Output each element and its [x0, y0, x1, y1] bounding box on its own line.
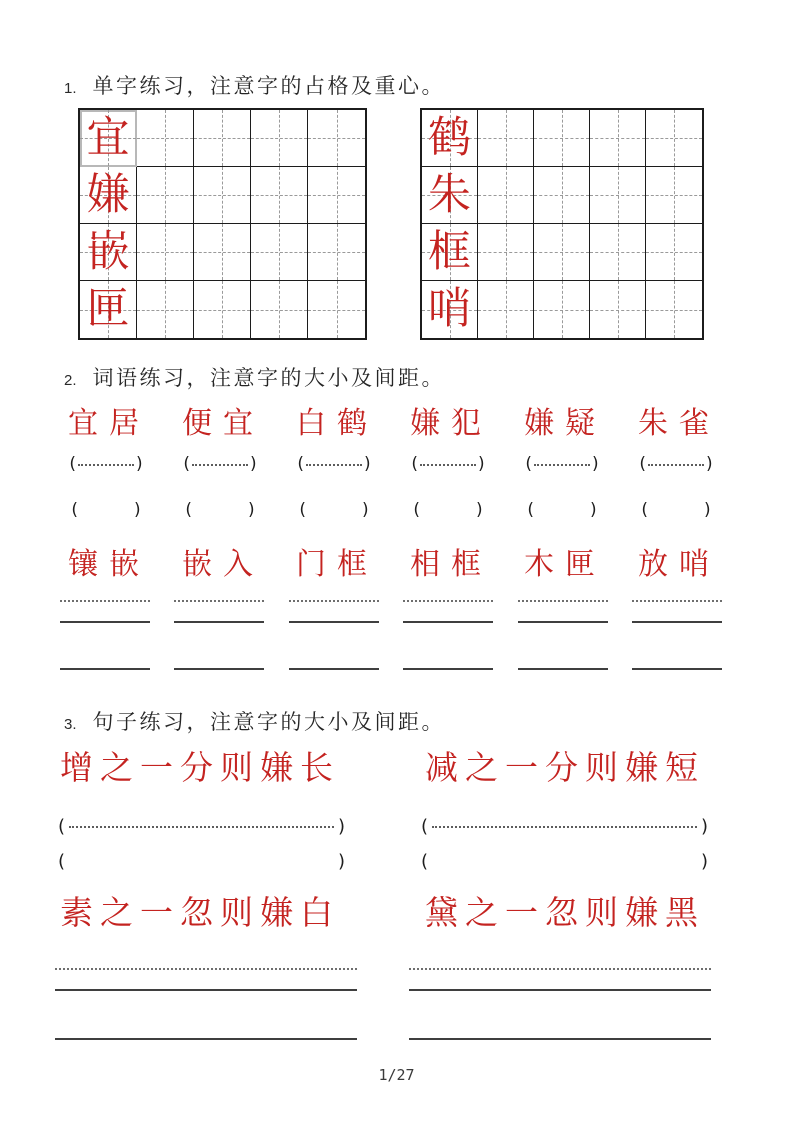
pinyin-parentheses	[518, 456, 606, 473]
dotted-writing-line	[55, 968, 357, 970]
section-2-title: 词语练习，注意字的大小及间距。	[92, 366, 446, 390]
solid-writing-line	[403, 668, 493, 670]
grid-cell	[478, 167, 534, 224]
practice-word: 木匣	[524, 548, 606, 581]
grid-cell	[308, 224, 365, 281]
grid-cell	[646, 110, 702, 167]
dotted-writing-line	[60, 600, 150, 602]
single-char-practice-grid-left	[78, 108, 367, 340]
solid-writing-line	[60, 668, 150, 670]
grid-cell	[251, 224, 308, 281]
grid-cell	[80, 281, 137, 338]
open-paren: (	[183, 454, 190, 474]
close-paren: )	[364, 454, 371, 474]
grid-cell	[137, 224, 194, 281]
dashed-fill-line	[306, 464, 362, 466]
practice-word: 放哨	[638, 548, 720, 581]
grid-cell	[194, 110, 251, 167]
close-paren: )	[136, 454, 143, 474]
grid-cell	[137, 167, 194, 224]
close-paren: )	[590, 500, 597, 520]
grid-cell	[194, 281, 251, 338]
grid-cell	[80, 224, 137, 281]
pinyin-parentheses	[176, 456, 264, 473]
practice-word: 宜居	[68, 407, 150, 440]
solid-writing-line	[289, 668, 379, 670]
sentence-row-2	[60, 893, 705, 936]
model-character: 朱	[428, 171, 471, 219]
practice-word: 镶嵌	[68, 548, 150, 581]
dotted-writing-line	[518, 600, 608, 602]
open-paren: (	[299, 500, 306, 520]
section-3-title: 句子练习，注意字的大小及间距。	[92, 710, 446, 734]
sentence-solid-line-row-1	[55, 989, 711, 991]
close-paren: )	[704, 500, 711, 520]
grid-cell	[251, 167, 308, 224]
grid-cell	[590, 167, 646, 224]
close-paren: )	[592, 454, 599, 474]
model-character: 匣	[86, 286, 130, 333]
open-paren: (	[297, 454, 304, 474]
grid-cell	[251, 110, 308, 167]
practice-word: 嵌入	[182, 548, 264, 581]
dashed-fill-line	[432, 826, 697, 828]
solid-writing-line	[632, 621, 722, 623]
model-character: 宜	[86, 114, 130, 162]
open-paren: (	[411, 454, 418, 474]
grid-cell	[422, 281, 478, 338]
grid-cell	[422, 167, 478, 224]
practice-sentence: 减之一分则嫌短	[425, 751, 705, 787]
solid-writing-line	[518, 668, 608, 670]
solid-writing-line	[632, 668, 722, 670]
grid-cell	[478, 224, 534, 281]
close-paren: )	[700, 851, 708, 872]
open-paren: (	[413, 500, 420, 520]
close-paren: )	[700, 816, 708, 837]
solid-writing-line	[289, 621, 379, 623]
grid-cell	[478, 281, 534, 338]
pinyin-parentheses	[632, 456, 720, 473]
answer-parentheses	[62, 502, 150, 519]
grid-cell	[308, 110, 365, 167]
page-number: 1/27	[378, 1066, 415, 1084]
pinyin-parentheses	[62, 456, 150, 473]
sentence-row-1	[60, 748, 705, 791]
pinyin-parentheses	[421, 816, 708, 837]
dashed-fill-line	[534, 464, 590, 466]
dotted-line-row	[60, 600, 722, 602]
section-1-title: 单字练习，注意字的占格及重心。	[92, 74, 446, 98]
dotted-writing-line	[403, 600, 493, 602]
solid-writing-line	[55, 1038, 357, 1040]
solid-writing-line	[518, 621, 608, 623]
grid-cell	[534, 167, 590, 224]
grid-cell	[422, 110, 478, 167]
grid-cell	[590, 110, 646, 167]
dotted-writing-line	[409, 968, 711, 970]
solid-writing-line	[174, 621, 264, 623]
grid-cell	[251, 281, 308, 338]
practice-word: 相框	[410, 548, 492, 581]
close-paren: )	[134, 500, 141, 520]
solid-writing-line	[174, 668, 264, 670]
close-paren: )	[706, 454, 713, 474]
sentence-solid-line-row-2	[55, 1038, 711, 1040]
solid-line-row-2	[60, 668, 722, 670]
open-paren: (	[525, 454, 532, 474]
grid-cell	[137, 110, 194, 167]
dashed-parentheses-row	[62, 456, 720, 473]
dotted-writing-line	[632, 600, 722, 602]
section-2-number: 2.	[64, 372, 77, 389]
answer-parentheses	[404, 502, 492, 519]
section-1-heading	[64, 70, 445, 100]
practice-word: 便宜	[182, 407, 264, 440]
word-row-2	[62, 545, 720, 584]
model-character: 哨	[428, 286, 471, 333]
open-paren: (	[58, 851, 66, 872]
practice-sentence: 黛之一忽则嫌黑	[425, 896, 705, 932]
section-3-heading	[64, 706, 445, 736]
close-paren: )	[478, 454, 485, 474]
dashed-fill-line	[78, 464, 134, 466]
practice-sentence: 素之一忽则嫌白	[60, 896, 340, 932]
grid-cell	[534, 224, 590, 281]
dotted-writing-line	[174, 600, 264, 602]
dashed-fill-line	[420, 464, 476, 466]
section-1-number: 1.	[64, 80, 77, 97]
close-paren: )	[337, 816, 345, 837]
grid-cell	[194, 224, 251, 281]
open-paren: (	[421, 851, 429, 872]
grid-cell	[137, 281, 194, 338]
open-paren: (	[527, 500, 534, 520]
answer-parentheses	[421, 851, 708, 872]
practice-sentence: 增之一分则嫌长	[60, 751, 340, 787]
pinyin-parentheses	[290, 456, 378, 473]
grid-cell	[646, 167, 702, 224]
word-row-1	[62, 404, 720, 443]
grid-cell	[80, 110, 137, 167]
dashed-fill-line	[648, 464, 704, 466]
grid-cell	[534, 281, 590, 338]
solid-writing-line	[409, 989, 711, 991]
dashed-fill-line	[192, 464, 248, 466]
grid-cell	[194, 167, 251, 224]
practice-word: 白鹤	[296, 407, 378, 440]
grid-cell	[646, 224, 702, 281]
empty-parentheses-row	[62, 502, 720, 519]
sentence-empty-parentheses-row	[58, 851, 708, 872]
close-paren: )	[337, 851, 345, 872]
close-paren: )	[362, 500, 369, 520]
open-paren: (	[421, 816, 429, 837]
grid-cell	[534, 110, 590, 167]
solid-writing-line	[55, 989, 357, 991]
answer-parentheses	[290, 502, 378, 519]
dotted-writing-line	[289, 600, 379, 602]
sentence-dotted-line-row	[55, 968, 711, 970]
grid-cell	[646, 281, 702, 338]
pinyin-parentheses	[58, 816, 345, 837]
answer-parentheses	[176, 502, 264, 519]
open-paren: (	[58, 816, 66, 837]
practice-word: 嫌犯	[410, 407, 492, 440]
open-paren: (	[185, 500, 192, 520]
open-paren: (	[641, 500, 648, 520]
section-2-heading	[64, 362, 445, 392]
pinyin-parentheses	[404, 456, 492, 473]
answer-parentheses	[58, 851, 345, 872]
single-char-practice-grid-right	[420, 108, 704, 340]
practice-word: 门框	[296, 548, 378, 581]
close-paren: )	[248, 500, 255, 520]
grid-cell	[478, 110, 534, 167]
model-character: 框	[428, 228, 471, 276]
section-3-number: 3.	[64, 716, 77, 733]
grid-cell	[80, 167, 137, 224]
close-paren: )	[476, 500, 483, 520]
solid-line-row-1	[60, 621, 722, 623]
grid-cell	[308, 167, 365, 224]
solid-writing-line	[60, 621, 150, 623]
sentence-dashed-parentheses-row	[58, 816, 708, 837]
model-character: 嫌	[86, 171, 130, 219]
model-character: 嵌	[86, 228, 130, 276]
open-paren: (	[71, 500, 78, 520]
open-paren: (	[69, 454, 76, 474]
close-paren: )	[250, 454, 257, 474]
grid-cell	[590, 281, 646, 338]
practice-word: 朱雀	[638, 407, 720, 440]
dashed-fill-line	[69, 826, 334, 828]
practice-word: 嫌疑	[524, 407, 606, 440]
model-character: 鹤	[428, 114, 471, 162]
grid-cell	[422, 224, 478, 281]
open-paren: (	[639, 454, 646, 474]
answer-parentheses	[632, 502, 720, 519]
grid-cell	[308, 281, 365, 338]
grid-cell	[590, 224, 646, 281]
answer-parentheses	[518, 502, 606, 519]
solid-writing-line	[403, 621, 493, 623]
solid-writing-line	[409, 1038, 711, 1040]
